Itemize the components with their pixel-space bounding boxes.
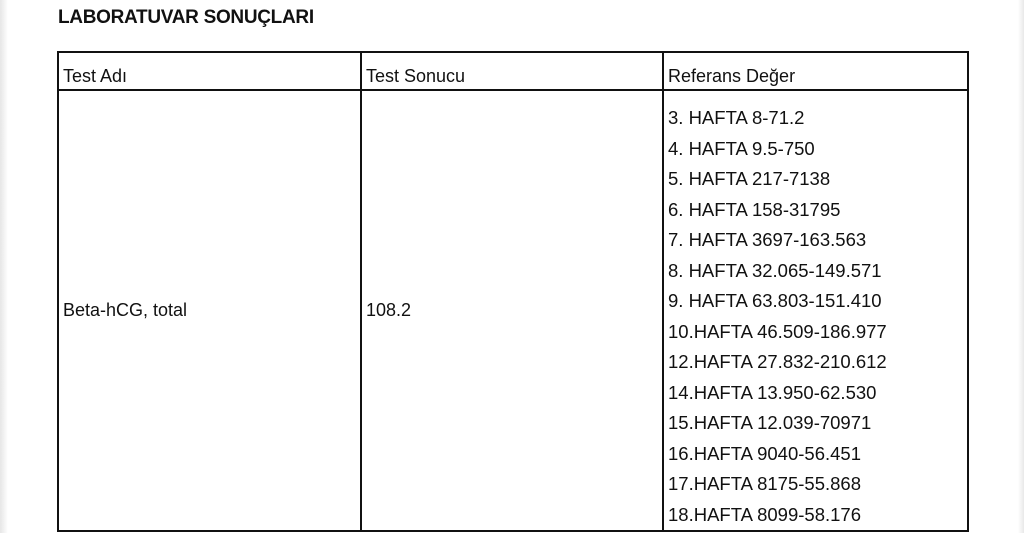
test-result-cell: 108.2 <box>361 90 663 531</box>
reference-value-item: 3. HAFTA 8-71.2 <box>668 107 805 128</box>
header-test-name: Test Adı <box>58 52 361 90</box>
reference-value-item: 16.HAFTA 9040-56.451 <box>668 442 862 464</box>
reference-value-cell <box>663 90 968 531</box>
reference-value-item: 6. HAFTA 158-31795 <box>668 198 841 220</box>
header-test-result: Test Sonucu <box>361 52 663 90</box>
header-reference-value: Referans Değer <box>663 52 968 90</box>
reference-value-item: 7. HAFTA 3697-163.563 <box>668 229 867 250</box>
document-title: LABORATUVAR SONUÇLARI <box>58 7 314 28</box>
reference-value-item: 4. HAFTA 9.5-750 <box>668 137 815 159</box>
reference-value-item: 14.HAFTA 13.950-62.530 <box>668 381 877 403</box>
reference-value-item: 5. HAFTA 217-7138 <box>668 168 831 189</box>
lab-results-table <box>57 51 969 532</box>
reference-value-item: 18.HAFTA 8099-58.176 <box>668 503 862 525</box>
reference-value-item: 17.HAFTA 8175-55.868 <box>668 473 862 494</box>
table-row <box>58 90 968 531</box>
reference-value-item: 9. HAFTA 63.803-151.410 <box>668 290 882 311</box>
page-edge-right <box>1018 0 1024 533</box>
table-header-row <box>58 52 968 90</box>
test-name-cell: Beta-hCG, total <box>58 90 361 531</box>
reference-value-item: 8. HAFTA 32.065-149.571 <box>668 259 882 281</box>
reference-value-item: 10.HAFTA 46.509-186.977 <box>668 320 887 342</box>
reference-value-item: 15.HAFTA 12.039-70971 <box>668 412 872 433</box>
reference-value-item: 12.HAFTA 27.832-210.612 <box>668 351 887 372</box>
page-edge-left <box>0 0 8 533</box>
reference-value-list <box>668 91 967 530</box>
